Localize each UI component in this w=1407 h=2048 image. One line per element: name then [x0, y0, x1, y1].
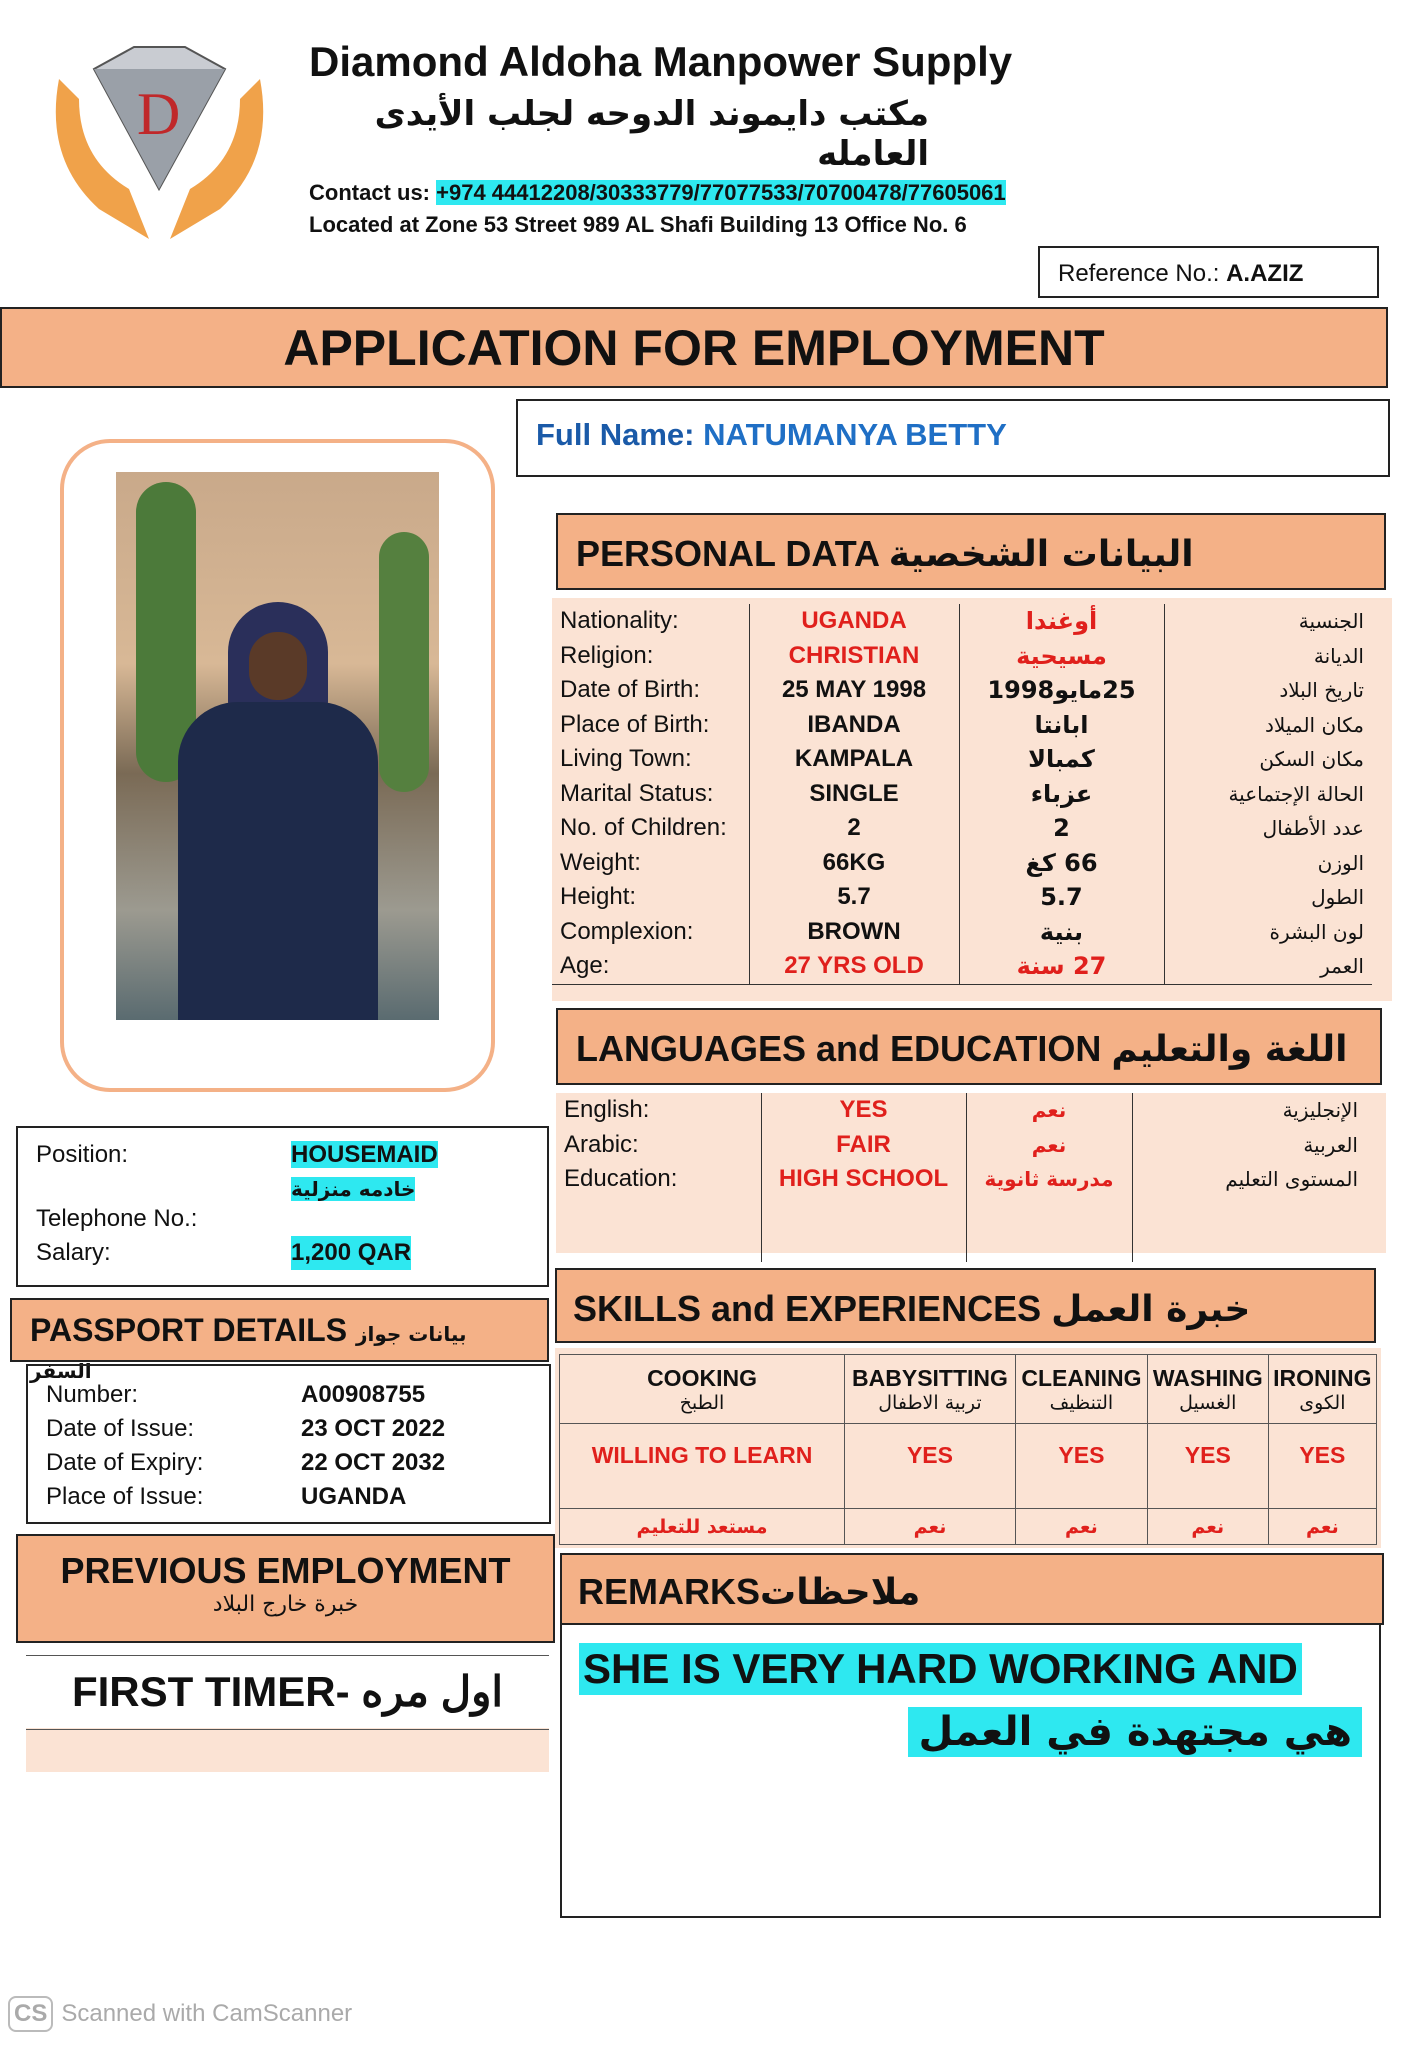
remarks-line-2: هي مجتهدة في العمل — [908, 1707, 1362, 1757]
personal-label-ar: العمر — [1164, 949, 1372, 984]
personal-label: Religion: — [560, 641, 654, 669]
personal-value-ar: 25مايو1998 — [959, 673, 1164, 708]
passport-label: Date of Issue: — [46, 1415, 195, 1442]
company-name-en: Diamond Aldoha Manpower Supply — [309, 38, 1013, 85]
language-row — [556, 1093, 1366, 1128]
personal-label-ar: الطول — [1164, 880, 1372, 915]
location: Located at Zone 53 Street 989 AL Shafi Building 13 Office No. 6 — [309, 212, 967, 237]
passport-row — [46, 1378, 531, 1412]
salary-value: 1,200 QAR — [291, 1236, 411, 1270]
passport-value: A00908755 — [301, 1381, 426, 1408]
skill-header — [1268, 1355, 1376, 1424]
passport-header — [10, 1298, 549, 1383]
personal-data-table — [552, 598, 1392, 1001]
personal-row — [552, 708, 1372, 743]
personal-value-ar: مسيحية — [959, 639, 1164, 674]
previous-employment-box — [26, 1655, 549, 1772]
skill-value: YES — [1015, 1424, 1147, 1509]
personal-value-ar: عزباء — [959, 777, 1164, 812]
skill-name-ar: الكوى — [1299, 1391, 1346, 1414]
personal-label-ar: الجنسية — [1164, 604, 1372, 639]
language-row — [556, 1162, 1366, 1262]
reference-value: A.AZIZ — [1226, 260, 1304, 287]
remarks-header — [560, 1553, 1384, 1625]
personal-label-ar: مكان الميلاد — [1164, 708, 1372, 743]
language-value-ar: نعم — [966, 1093, 1132, 1128]
full-name-box — [516, 399, 1390, 477]
passport-box — [26, 1364, 551, 1524]
skill-value-ar: مستعد للتعليم — [560, 1509, 845, 1545]
passport-row — [46, 1412, 531, 1446]
skills-header — [555, 1268, 1376, 1343]
full-name-value: NATUMANYA BETTY — [703, 417, 1007, 452]
personal-value: 5.7 — [749, 880, 959, 915]
personal-value: 25 MAY 1998 — [749, 673, 959, 708]
skill-name-ar: تربية الاطفال — [878, 1391, 982, 1414]
personal-label-ar: الوزن — [1164, 846, 1372, 881]
personal-label: Height: — [560, 883, 637, 910]
passport-label: Number: — [46, 1381, 139, 1408]
skill-name-ar: الغسيل — [1179, 1391, 1237, 1414]
language-label: Education: — [564, 1165, 678, 1192]
personal-label: Marital Status: — [560, 779, 714, 807]
language-value: FAIR — [761, 1128, 966, 1163]
personal-title-en: PERSONAL DATA — [576, 533, 879, 574]
skills-row — [560, 1424, 1377, 1509]
remarks-title-en: REMARKS — [578, 1571, 761, 1612]
personal-row — [552, 949, 1372, 984]
personal-value: 2 — [749, 811, 959, 846]
personal-label: Complexion: — [560, 917, 694, 945]
passport-value: UGANDA — [301, 1483, 407, 1510]
remarks-title-ar: ملاحظات — [760, 1572, 921, 1613]
skill-value: YES — [845, 1424, 1016, 1509]
language-value-ar: نعم — [966, 1128, 1132, 1163]
personal-value-ar: أوغندا — [959, 604, 1164, 639]
position-value: HOUSEMAID — [291, 1141, 438, 1168]
personal-data-header — [556, 513, 1386, 590]
languages-table — [556, 1093, 1386, 1253]
skill-header — [1147, 1355, 1268, 1424]
personal-row — [552, 742, 1372, 777]
language-label: English: — [564, 1096, 650, 1123]
skill-header — [1015, 1355, 1147, 1424]
personal-value: IBANDA — [749, 708, 959, 743]
full-name-label: Full Name: — [536, 417, 695, 452]
personal-label: No. of Children: — [560, 814, 727, 841]
personal-label: Living Town: — [560, 745, 692, 772]
remarks-box — [560, 1625, 1381, 1918]
skill-name-ar: الطبخ — [679, 1391, 725, 1414]
salary-label: Salary: — [36, 1239, 111, 1266]
personal-value: KAMPALA — [749, 742, 959, 777]
personal-value: 27 YRS OLD — [749, 949, 959, 984]
skill-header — [845, 1355, 1016, 1424]
skills-row — [560, 1355, 1377, 1424]
skill-value-ar: نعم — [845, 1509, 1016, 1545]
language-label-ar: العربية — [1132, 1128, 1366, 1163]
personal-label-ar: تاريخ البلاد — [1164, 673, 1372, 708]
personal-value-ar: 2 — [959, 811, 1164, 846]
personal-label: Age: — [560, 952, 610, 979]
languages-title-en: LANGUAGES and EDUCATION — [576, 1028, 1102, 1069]
passport-label: Place of Issue: — [46, 1483, 204, 1510]
skill-value: YES — [1147, 1424, 1268, 1509]
passport-row — [46, 1446, 531, 1480]
personal-label: Weight: — [560, 848, 641, 876]
personal-label: Nationality: — [560, 607, 679, 634]
skill-header — [560, 1355, 845, 1424]
skill-name: COOKING — [647, 1364, 757, 1391]
skills-title-en: SKILLS and EXPERIENCES — [573, 1288, 1042, 1329]
personal-row — [552, 811, 1372, 846]
personal-value: CHRISTIAN — [749, 639, 959, 674]
applicant-photo — [116, 472, 439, 1020]
personal-value: 66KG — [749, 846, 959, 881]
languages-title-ar: اللغة والتعليم — [1111, 1029, 1348, 1070]
personal-label-ar: مكان السكن — [1164, 742, 1372, 777]
telephone-label: Telephone No.: — [36, 1205, 198, 1232]
previous-employment-value: FIRST TIMER- اول مره — [26, 1655, 549, 1730]
previous-title-en: PREVIOUS EMPLOYMENT — [60, 1550, 511, 1591]
camscanner-badge: CS — [8, 1996, 53, 2032]
personal-value-ar: بنية — [959, 915, 1164, 950]
previous-employment-header — [16, 1534, 555, 1643]
personal-label-ar: الديانة — [1164, 639, 1372, 674]
personal-value-ar: كمبالا — [959, 742, 1164, 777]
language-row — [556, 1128, 1366, 1163]
company-name-ar: مكتب دايموند الدوحه لجلب الأيدى العامله — [374, 94, 929, 174]
languages-header — [556, 1008, 1382, 1085]
skill-name: BABYSITTING — [852, 1364, 1008, 1391]
personal-value-ar: 66 كغ — [959, 846, 1164, 881]
personal-label-ar: عدد الأطفال — [1164, 811, 1372, 846]
personal-row — [552, 777, 1372, 812]
language-value: HIGH SCHOOL — [761, 1162, 966, 1262]
personal-value-ar: 5.7 — [959, 880, 1164, 915]
company-logo — [39, 39, 280, 241]
personal-label-ar: الحالة الإجتماعية — [1164, 777, 1372, 812]
language-label-ar: المستوى التعليم — [1132, 1162, 1366, 1262]
skills-title-ar: خبرة العمل — [1051, 1289, 1251, 1330]
skill-value: WILLING TO LEARN — [560, 1424, 845, 1509]
previous-title-ar: خبرة خارج البلاد — [212, 1592, 359, 1617]
skill-name: IRONING — [1273, 1364, 1372, 1391]
skill-name: CLEANING — [1021, 1364, 1142, 1391]
reference-label: Reference No.: — [1058, 260, 1220, 287]
passport-value: 22 OCT 2032 — [301, 1449, 446, 1476]
personal-row — [552, 673, 1372, 708]
passport-value: 23 OCT 2022 — [301, 1415, 446, 1442]
position-box — [16, 1126, 549, 1287]
skills-row — [560, 1509, 1377, 1545]
personal-title-ar: البيانات الشخصية — [888, 534, 1194, 575]
passport-label: Date of Expiry: — [46, 1449, 204, 1476]
personal-row — [552, 639, 1372, 674]
language-value: YES — [761, 1093, 966, 1128]
personal-value-ar: 27 سنة — [959, 949, 1164, 984]
skill-name: WASHING — [1152, 1364, 1263, 1391]
contact-numbers: +974 44412208/30333779/77077533/70700478/77605061 — [436, 180, 1006, 205]
language-label: Arabic: — [564, 1130, 639, 1158]
personal-label-ar: لون البشرة — [1164, 915, 1372, 950]
personal-value: UGANDA — [749, 604, 959, 639]
page-title: APPLICATION FOR EMPLOYMENT — [0, 307, 1388, 388]
language-label-ar: الإنجليزية — [1132, 1093, 1366, 1128]
personal-label: Date of Birth: — [560, 676, 701, 703]
camscanner-text: Scanned with CamScanner — [61, 2000, 353, 2027]
skill-value-ar: نعم — [1268, 1509, 1376, 1545]
skill-name-ar: التنظيف — [1049, 1391, 1114, 1414]
contact-label: Contact us: — [309, 180, 430, 205]
skill-value-ar: نعم — [1147, 1509, 1268, 1545]
position-value-ar: خادمه منزلية — [291, 1177, 416, 1201]
skill-value-ar: نعم — [1015, 1509, 1147, 1545]
personal-value-ar: ابانتا — [959, 708, 1164, 743]
contact-line — [309, 180, 1006, 206]
camscanner-watermark — [8, 1996, 352, 2032]
personal-value: BROWN — [749, 915, 959, 950]
personal-row — [552, 915, 1372, 950]
language-value-ar: مدرسة ثانوية — [966, 1162, 1132, 1262]
personal-label: Place of Birth: — [560, 710, 710, 738]
passport-title-en: PASSPORT DETAILS — [30, 1312, 348, 1348]
personal-row — [552, 880, 1372, 915]
personal-value: SINGLE — [749, 777, 959, 812]
personal-row — [552, 604, 1372, 639]
passport-row — [46, 1480, 531, 1514]
skills-table-wrap — [555, 1348, 1381, 1548]
passport-title-ar: بيانات جواز السفر — [30, 1322, 467, 1383]
svg-text:D: D — [137, 81, 181, 147]
personal-row — [552, 846, 1372, 881]
position-label: Position: — [36, 1141, 129, 1168]
remarks-line-1: SHE IS VERY HARD WORKING AND — [579, 1643, 1302, 1695]
skill-value: YES — [1268, 1424, 1376, 1509]
reference-box — [1038, 246, 1379, 298]
